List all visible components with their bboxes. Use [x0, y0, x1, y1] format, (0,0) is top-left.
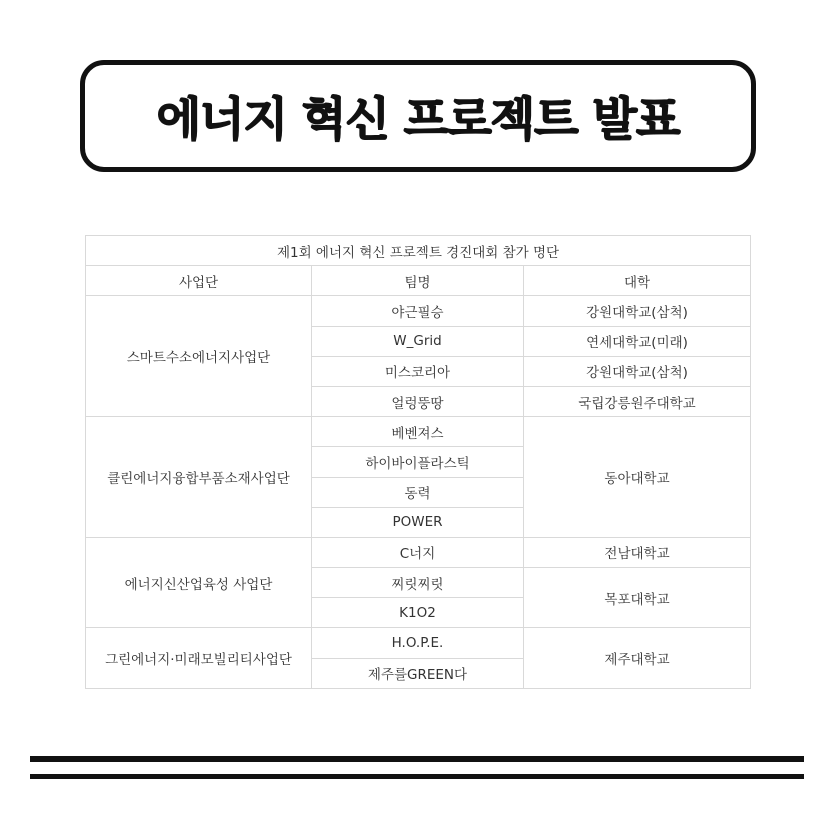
team-cell: C너지 [312, 537, 524, 567]
team-cell: K1O2 [312, 598, 524, 628]
team-cell: 제주를GREEN다 [312, 658, 524, 688]
team-cell: 찌릿찌릿 [312, 568, 524, 598]
university-cell: 강원대학교(삼척) [524, 356, 751, 386]
university-cell: 제주대학교 [524, 628, 751, 688]
university-cell: 동아대학교 [524, 417, 751, 538]
page-title: 에너지 혁신 프로젝트 발표 [156, 92, 680, 146]
divider-line-top [30, 756, 804, 762]
program-cell: 클린에너지융합부품소재사업단 [86, 417, 312, 538]
team-cell: H.O.P.E. [312, 628, 524, 658]
team-cell: 얼렁뚱땅 [312, 386, 524, 416]
table-caption-row [86, 236, 751, 266]
team-cell: 베벤져스 [312, 417, 524, 447]
university-cell: 전남대학교 [524, 537, 751, 567]
program-cell: 그린에너지·미래모빌리티사업단 [86, 628, 312, 688]
program-cell: 스마트수소에너지사업단 [86, 296, 312, 417]
participant-table [85, 235, 751, 689]
header-team: 팀명 [312, 266, 524, 296]
table-caption: 제1회 에너지 혁신 프로젝트 경진대회 참가 명단 [86, 236, 751, 266]
team-cell: 미스코리아 [312, 356, 524, 386]
university-cell: 연세대학교(미래) [524, 326, 751, 356]
table-row [86, 537, 751, 567]
team-cell: 동력 [312, 477, 524, 507]
table-header-row [86, 266, 751, 296]
table-row [86, 628, 751, 658]
team-cell: 야근필승 [312, 296, 524, 326]
university-cell: 국립강릉원주대학교 [524, 386, 751, 416]
title-banner [80, 60, 756, 172]
team-cell: POWER [312, 507, 524, 537]
header-university: 대학 [524, 266, 751, 296]
team-cell: 하이바이플라스틱 [312, 447, 524, 477]
divider-line-bottom [30, 774, 804, 779]
program-cell: 에너지신산업육성 사업단 [86, 537, 312, 628]
table-row [86, 417, 751, 447]
header-program: 사업단 [86, 266, 312, 296]
table-row [86, 296, 751, 326]
university-cell: 강원대학교(삼척) [524, 296, 751, 326]
team-cell: W_Grid [312, 326, 524, 356]
university-cell: 목포대학교 [524, 568, 751, 628]
